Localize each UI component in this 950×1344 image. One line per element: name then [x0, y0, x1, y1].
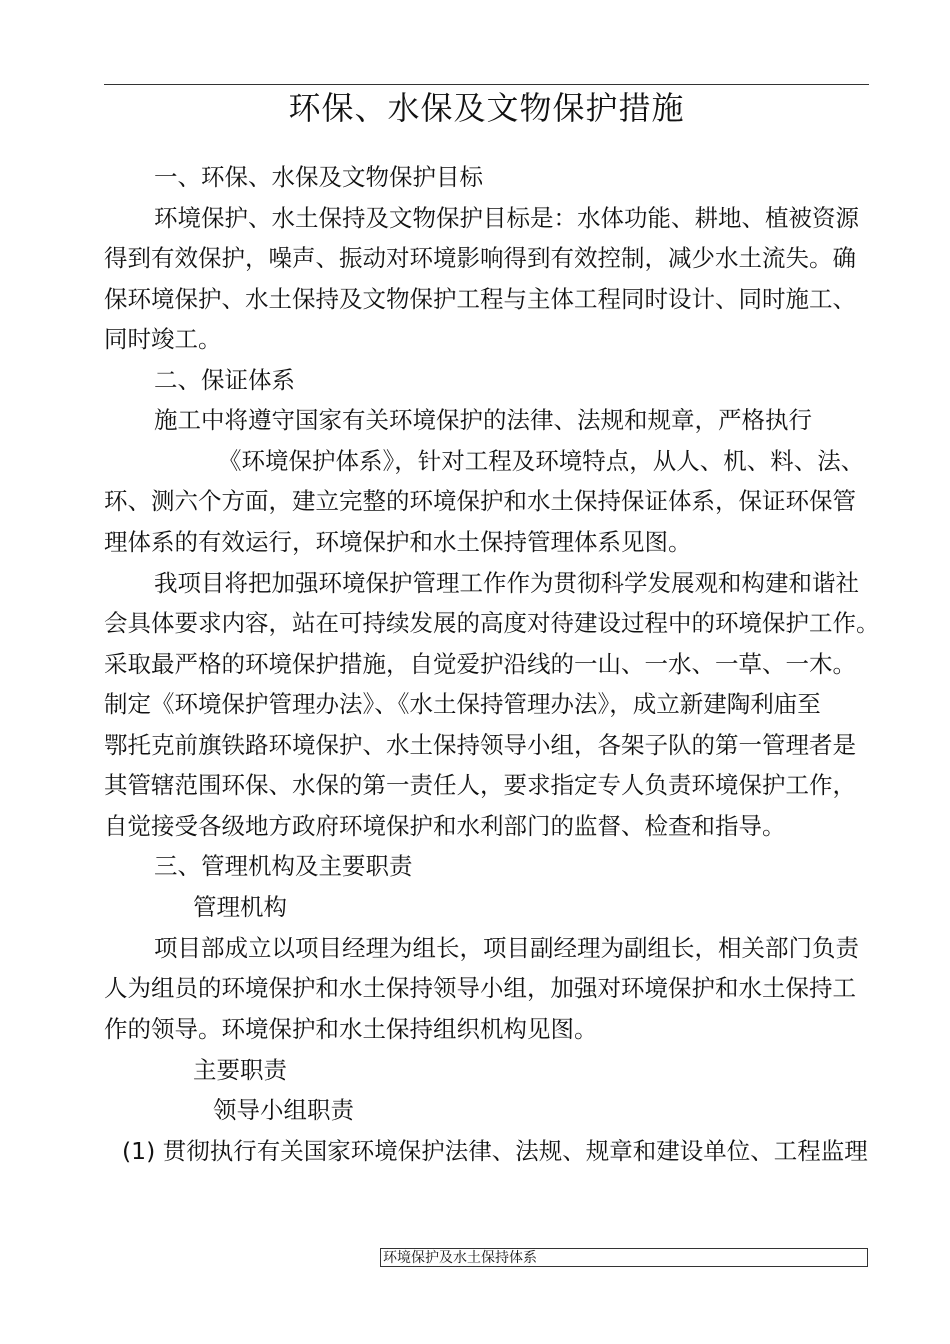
paragraph-line: 环境保护、水土保持及文物保护目标是：水体功能、耕地、植被资源	[154, 204, 859, 232]
paragraph-line: 会具体要求内容，站在可持续发展的高度对待建设过程中的环境保护工作。	[104, 609, 880, 637]
diagram-caption: 环境保护及水土保持体系	[383, 1250, 537, 1266]
paragraph-line: 得到有效保护，噪声、振动对环境影响得到有效控制，减少水土流失。确	[104, 244, 856, 272]
paragraph-line: 鄂托克前旗铁路环境保护、水土保持领导小组，各架子队的第一管理者是	[104, 731, 856, 759]
page-title: 环保、水保及文物保护措施	[288, 89, 685, 127]
paragraph-line: 项目部成立以项目经理为组长，项目副经理为副组长，相关部门负责	[154, 934, 859, 962]
paragraph-line: 环、测六个方面，建立完整的环境保护和水土保持保证体系，保证环保管	[104, 487, 856, 515]
paragraph-line: 作的领导。环境保护和水土保持组织机构见图。	[104, 1015, 598, 1043]
section-heading-3: 三、管理机构及主要职责	[154, 852, 413, 880]
paragraph-line: 保环境保护、水土保持及文物保护工程与主体工程同时设计、同时施工、	[104, 285, 856, 313]
paragraph-line: 其管辖范围环保、水保的第一责任人，要求指定专人负责环境保护工作，	[104, 771, 856, 799]
subheading-management-org: 管理机构	[193, 893, 287, 921]
paragraph-line: 《环境保护体系》，针对工程及环境特点，从人、机、料、法、	[218, 447, 865, 475]
paragraph-line: 人为组员的环境保护和水土保持领导小组，加强对环境保护和水土保持工	[104, 974, 856, 1002]
section-heading-1: 一、环保、水保及文物保护目标	[154, 163, 483, 191]
subheading-leadership-duties: 领导小组职责	[213, 1096, 354, 1124]
header-rule	[104, 84, 869, 85]
paragraph-line: 理体系的有效运行，环境保护和水土保持管理体系见图。	[104, 528, 692, 556]
section-heading-2: 二、保证体系	[154, 366, 295, 394]
diagram-caption-box	[380, 1248, 868, 1267]
paragraph-line: 制定《环境保护管理办法》、《水土保持管理办法》，成立新建陶利庙至	[104, 690, 821, 718]
subheading-main-duties: 主要职责	[193, 1056, 287, 1084]
paragraph-line: 自觉接受各级地方政府环境保护和水利部门的监督、检查和指导。	[104, 812, 786, 840]
paragraph-line: 采取最严格的环境保护措施，自觉爱护沿线的一山、一水、一草、一木。	[104, 650, 856, 678]
list-item: (1) 贯彻执行有关国家环境保护法律、法规、规章和建设单位、工程监理	[122, 1137, 868, 1165]
paragraph-line: 同时竣工。	[104, 325, 222, 353]
paragraph-line: 我项目将把加强环境保护管理工作作为贯彻科学发展观和构建和谐社	[154, 569, 859, 597]
paragraph-line: 施工中将遵守国家有关环境保护的法律、法规和规章，严格执行	[154, 406, 812, 434]
